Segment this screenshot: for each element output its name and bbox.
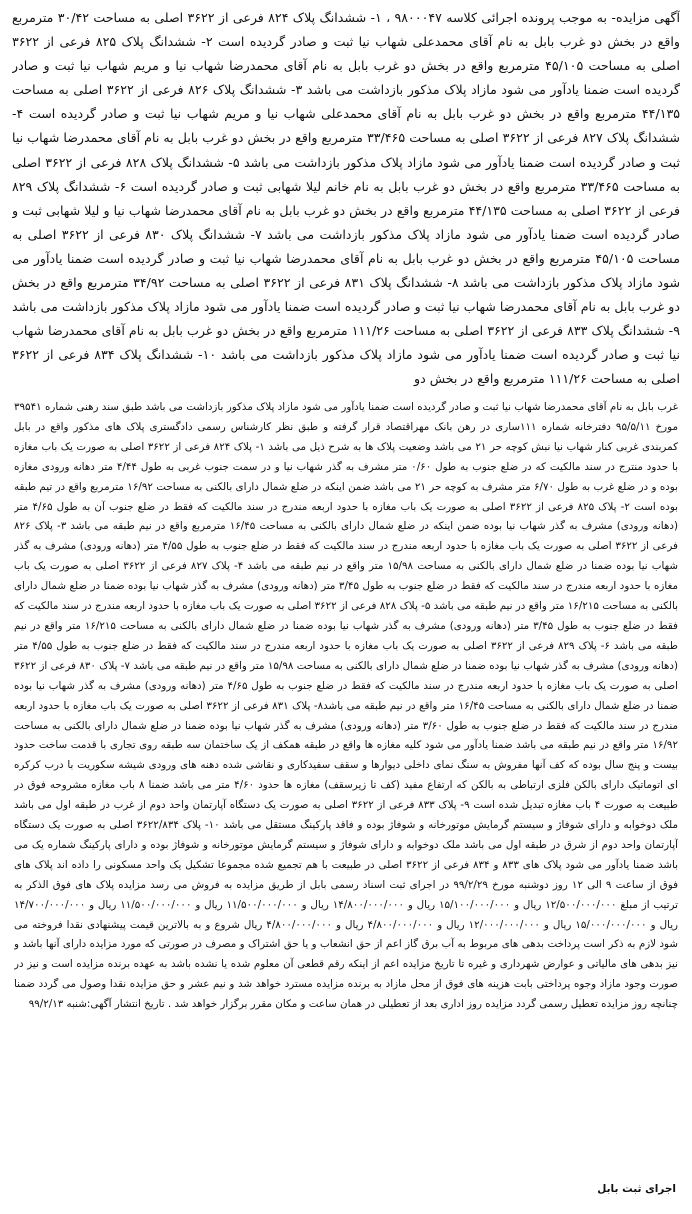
notice-signature: اجرای ثبت بابل bbox=[597, 1183, 676, 1195]
notice-paragraph-properties: آگهی مزایده- به موجب پرونده اجرائی کلاسه ۹۸۰۰۰۴۷ ، ۱- ششدانگ پلاک ۸۲۴ فرعی از ۳۶۲۲ اصلی به مساحت ۳۰/۴۲ مترمربع واقع در بخش دو غرب بابل به نام آقای محمدعلی شهاب نیا ثبت و صادر گردیده است ۲- ششدانگ پلاک ۸۲۵ فرعی از ۳۶۲۲ اصلی به مساحت ۴۵/۱۰۵ مترمربع واقع در بخش دو غرب بابل به نام آقای محمدرضا شهاب نیا و مریم شهاب نیا ثبت و صادر گردیده است ضمنا یادآور می شود مازاد پلاک مذکور بازداشت می باشد ۳- ششدانگ پلاک ۸۲۶ فرعی از ۳۶۲۲ اصلی به مساحت ۴۴/۱۳۵ مترمربع واقع در بخش دو غرب بابل به نام آقای محمدعلی شهاب نیا و مریم شهاب نیا ثبت و صادر گردیده است ۴- ششدانگ پلاک ۸۲۷ فرعی از ۳۶۲۲ اصلی به مساحت ۳۳/۴۶۵ مترمربع واقع در بخش دو غرب بابل به نام آقای محمدرضا شهاب نیا ثبت و صادر گردیده است ضمنا یادآور می شود مازاد پلاک مذکور بازداشت می باشد ۵- ششدانگ پلاک ۸۲۸ فرعی از ۳۶۲۲ اصلی به مساحت ۳۳/۴۶۵ مترمربع واقع در بخش دو غرب بابل به نام خانم لیلا شهابی ثبت و صادر گردیده است ۶- ششدانگ پلاک ۸۲۹ فرعی از ۳۶۲۲ اصلی به مساحت ۴۴/۱۳۵ مترمربع واقع در بخش دو غرب بابل به نام آقای محمدرضا شهاب نیا و لیلا شهابی ثبت و صادر گردیده است ضمنا یادآور می شود مازاد پلاک مذکور بازداشت می باشد ۷- ششدانگ پلاک ۸۳۰ فرعی از ۳۶۲۲ اصلی به مساحت ۴۵/۱۰۵ مترمربع واقع در بخش دو غرب بابل به نام آقای محمدرضا شهاب نیا ثبت و صادر گردیده است ضمنا یادآور می شود مازاد پلاک مذکور بازداشت می باشد ۸- ششدانگ پلاک ۸۳۱ فرعی از ۳۶۲۲ اصلی به مساحت ۳۴/۹۲ مترمربع واقع در بخش دو غرب بابل به نام آقای محمدرضا شهاب نیا ثبت و صادر گردیده است ضمنا یادآور می شود مازاد پلاک مذکور بازداشت می باشد ۹- ششدانگ پلاک ۸۳۳ فرعی از ۳۶۲۲ اصلی به مساحت ۱۱۱/۲۶ مترمربع واقع در بخش دو غرب بابل به نام آقای محمدرضا شهاب نیا ثبت و صادر گردیده است ضمنا یادآور می شود مازاد پلاک مذکور بازداشت می باشد ۱۰- ششدانگ پلاک ۸۳۴ فرعی از ۳۶۲۲ اصلی به مساحت ۱۱۱/۲۶ مترمربع واقع در بخش دو bbox=[12, 10, 680, 387]
notice-paragraph-details: غرب بابل به نام آقای محمدرضا شهاب نیا ثبت و صادر گردیده است ضمنا یادآور می شود مازاد پلاک مذکور بازداشت می باشد طبق سند رهنی شماره ۳۹۵۴۱ مورخ ۹۵/۵/۱۱ دفترخانه شماره ۱۱۱ساری در رهن بانک مهراقتصاد قرار گرفته و طبق نظر کارشناس رسمی دادگستری پلاک های مذکور واقع در بابل کمربندی غربی کنار شهاب نیا نبش کوچه حر ۲۱ می باشد وضعیت پلاک ها به شرح ذیل می باشد ۱- پلاک ۸۲۴ فرعی از ۳۶۲۲ اصلی به صورت یک باب مغازه با حدود منترج در سند مالکیت که در ضلع جنوب به طول ۰/۶۰ متر مشرف به گذر شهاب نیا و در سمت جنوب غربی به طول ۴/۴۴ متر دهانه ورودی مغازه بوده و در ضلع غرب به طول ۶/۷۰ متر مشرف به کوچه حر ۲۱ می باشد ضمن اینکه در ضلع شمال دارای بالکنی به مساحت ۱۶/۹۲ مترمربع واقع در تیم طبقه بوده است ۲- پلاک ۸۲۵ فرعی از ۳۶۲۲ اصلی به صورت یک باب مغازه با حدود اربعه مندرج در سند مالکیت که فقط در ضلع جنوب آن به طول ۴/۶۵ متر (دهانه ورودی) مشرف به گذر شهاب نیا بوده ضمن اینکه در ضلع شمال دارای بالکنی به مساحت ۱۶/۴۵ مترمربع واقع در نیم طبقه می باشد ۳- پلاک ۸۲۶ فرعی از ۳۶۲۲ اصلی به صورت یک باب مغازه با حدود اربعه مندرج در سند مالکیت که فقط در ضلع جنوب به طول ۴/۵۵ متر (دهانه ورودی) مشرف به گذر شهاب نیا بوده ضمنا در ضلع شمال دارای بالکنی به مساحت ۱۵/۹۸ متر واقع در نیم طبقه می باشد ۴- پلاک ۸۲۷ فرعی از ۳۶۲۲ اصلی به صورت یک باب مغازه با حدود اربعه مندرج در سند مالکیت که فقط در ضلع جنوب به طول ۳/۴۵ متر (دهانه ورودی) مشرف به گذر شهاب نیا بوده ضمنا در ضلع شمال دارای بالکنی به مساحت ۱۶/۲۱۵ متر واقع در نیم طبقه می باشد ۵- پلاک ۸۲۸ فرعی از ۳۶۲۲ اصلی به صورت یک باب مغازه با حدود اربعه مندرج در سند مالکیت که فقط در ضلع جنوب به طول ۳/۴۵ متر (دهانه ورودی) مشرف به گذر شهاب نیا بوده ضمنا در ضلع شمال دارای بالکنی به مساحت ۱۶/۲۱۵ متر واقع در نیم طبقه می باشد ۶- پلاک ۸۲۹ فرعی از ۳۶۲۲ اصلی به صورت یک باب مغازه با حدود اربعه مندرج در سند مالکیت که فقط در ضلع جنوب به طول ۴/۵۵ متر (دهانه ورودی) مشرف به گذر شهاب نیا بوده ضمنا در ضلع شمال دارای بالکنی به مساحت ۱۵/۹۸ متر واقع در نیم طبقه می باشد ۷- پلاک ۸۳۰ فرعی از ۳۶۲۲ اصلی به صورت یک باب مغازه با حدود اربعه مندرج در سند مالکیت که فقط در ضلع جنوب به طول ۴/۶۵ متر (دهانه ورودی) مشرف به گذر شهاب نیا بوده ضمنا در ضلع شمال دارای بالکنی به مساحت ۱۶/۴۵ متر واقع در نیم طبقه می باشد۸- پلاک ۸۳۱ فرعی از ۳۶۲۲ اصلی به صورت یک باب مغازه با حدود اربعه مندرج در سند مالکیت که فقط در ضلع جنوب به طول ۳/۶۰ متر (دهانه ورودی) مشرف به گذر شهاب نیا بوده ضمنا در ضلع شمال دارای بالکنی به مساحت ۱۶/۹۲ متر واقع در نیم طبقه می باشد ضمنا یادآور می شود کلیه مغازه ها واقع در طبقه همکف از یک ساختمان سه طبقه روی تجاری با قدمت ساخت حدود بیست و پنج سال بوده که کف آنها مفروش به سنگ نمای داخلی دیوارها و سقف سفیدکاری و نقاشی شده دهنه های ورودی شیشه سکوریت با درب کرکره ای اتوماتیک دارای بالکن فلزی ارتباطی به بالکن که ارتفاع مفید (کف تا زیرسقف) مغازه ها حدود ۴/۶۰ متر می باشد ضمنا ۸ باب مغازه مشروحه فوق در طبیعت به صورت ۴ باب مغازه تبدیل شده است ۹- پلاک ۸۳۳ فرعی از ۳۶۲۲ اصلی به صورت یک دستگاه آپارتمان واحد دوم از غرب در طبقه اول می باشد ملک دوخوابه و دارای شوفاژ و سیستم گرمایش موتورخانه و شوفاژ بوده و فاقد پارکینگ مستقل می باشد ۱۰- پلاک ۳۶۲۲/۸۳۴ اصلی به صورت یک دستگاه آپارتمان واحد دوم از شرق در طبقه اول می باشد ملک دوخوابه و دارای شوفاژ و سیستم گرمایش موتورخانه و شوفاژ بوده و دارای پارکینگ شماره یک می باشد ضمنا یادآور می شود پلاک های ۸۳۳ و ۸۳۴ فرعی از ۳۶۲۲ اصلی در طبیعت با هم تجمیع شده مجموعا تشکیل یک واحد مسکونی را داده اند پلاک های فوق از ساعت ۹ الی ۱۲ روز دوشنبه مورخ ۹۹/۲/۲۹ در اجرای ثبت اسناد رسمی بابل از طریق مزایده به فروش می رسد مزایده پلاک های فوق الذکر به ترتیب از مبلغ ۱۲/۵۰۰/۰۰۰/۰۰۰ ریال و ۱۵/۱۰۰/۰۰۰/۰۰۰ ریال و ۱۴/۸۰۰/۰۰۰/۰۰۰ ریال و ۱۱/۵۰۰/۰۰۰/۰۰۰ ریال و ۱۱/۵۰۰/۰۰۰/۰۰۰ ریال و ۱۴/۷۰۰/۰۰۰/۰۰۰ ریال و ۱۵/۰۰۰/۰۰۰/۰۰۰ ریال و ۱۲/۰۰۰/۰۰۰/۰۰۰ ریال و ۴/۸۰۰/۰۰۰/۰۰۰ ریال و ۴/۸۰۰/۰۰۰/۰۰۰ ریال شروع و به بالاترین قیمت پیشنهادی نقدا فروخته می شود لازم به ذکر است پرداخت بدهی های مربوط به آب برق گاز اعم از حق انشعاب و یا حق اشتراک و مصرف در صورتی که مورد مزایده دارای آنها باشد و نیز بدهی های مالیاتی و عوارض شهرداری و غیره تا تاریخ مزایده اعم از اینکه رقم قطعی آن معلوم شده یا نشده باشد به عهده برنده مزایده است و نیز در صورت وجود مازاد وجوه پرداختی بابت هزینه های فوق از محل مازاد به برنده مزایده مسترد خواهد شد و نیم عشر و حق مزایده نقدا وصول می گردد ضمنا چنانچه روز مزایده تعطیل رسمی گردد مزایده روز اداری بعد از تعطیلی در همان ساعت و مکان مقرر برگزار خواهد شد . تاریخ انتشار آگهی:شنبه ۹۹/۲/۱۳ bbox=[14, 401, 678, 1011]
